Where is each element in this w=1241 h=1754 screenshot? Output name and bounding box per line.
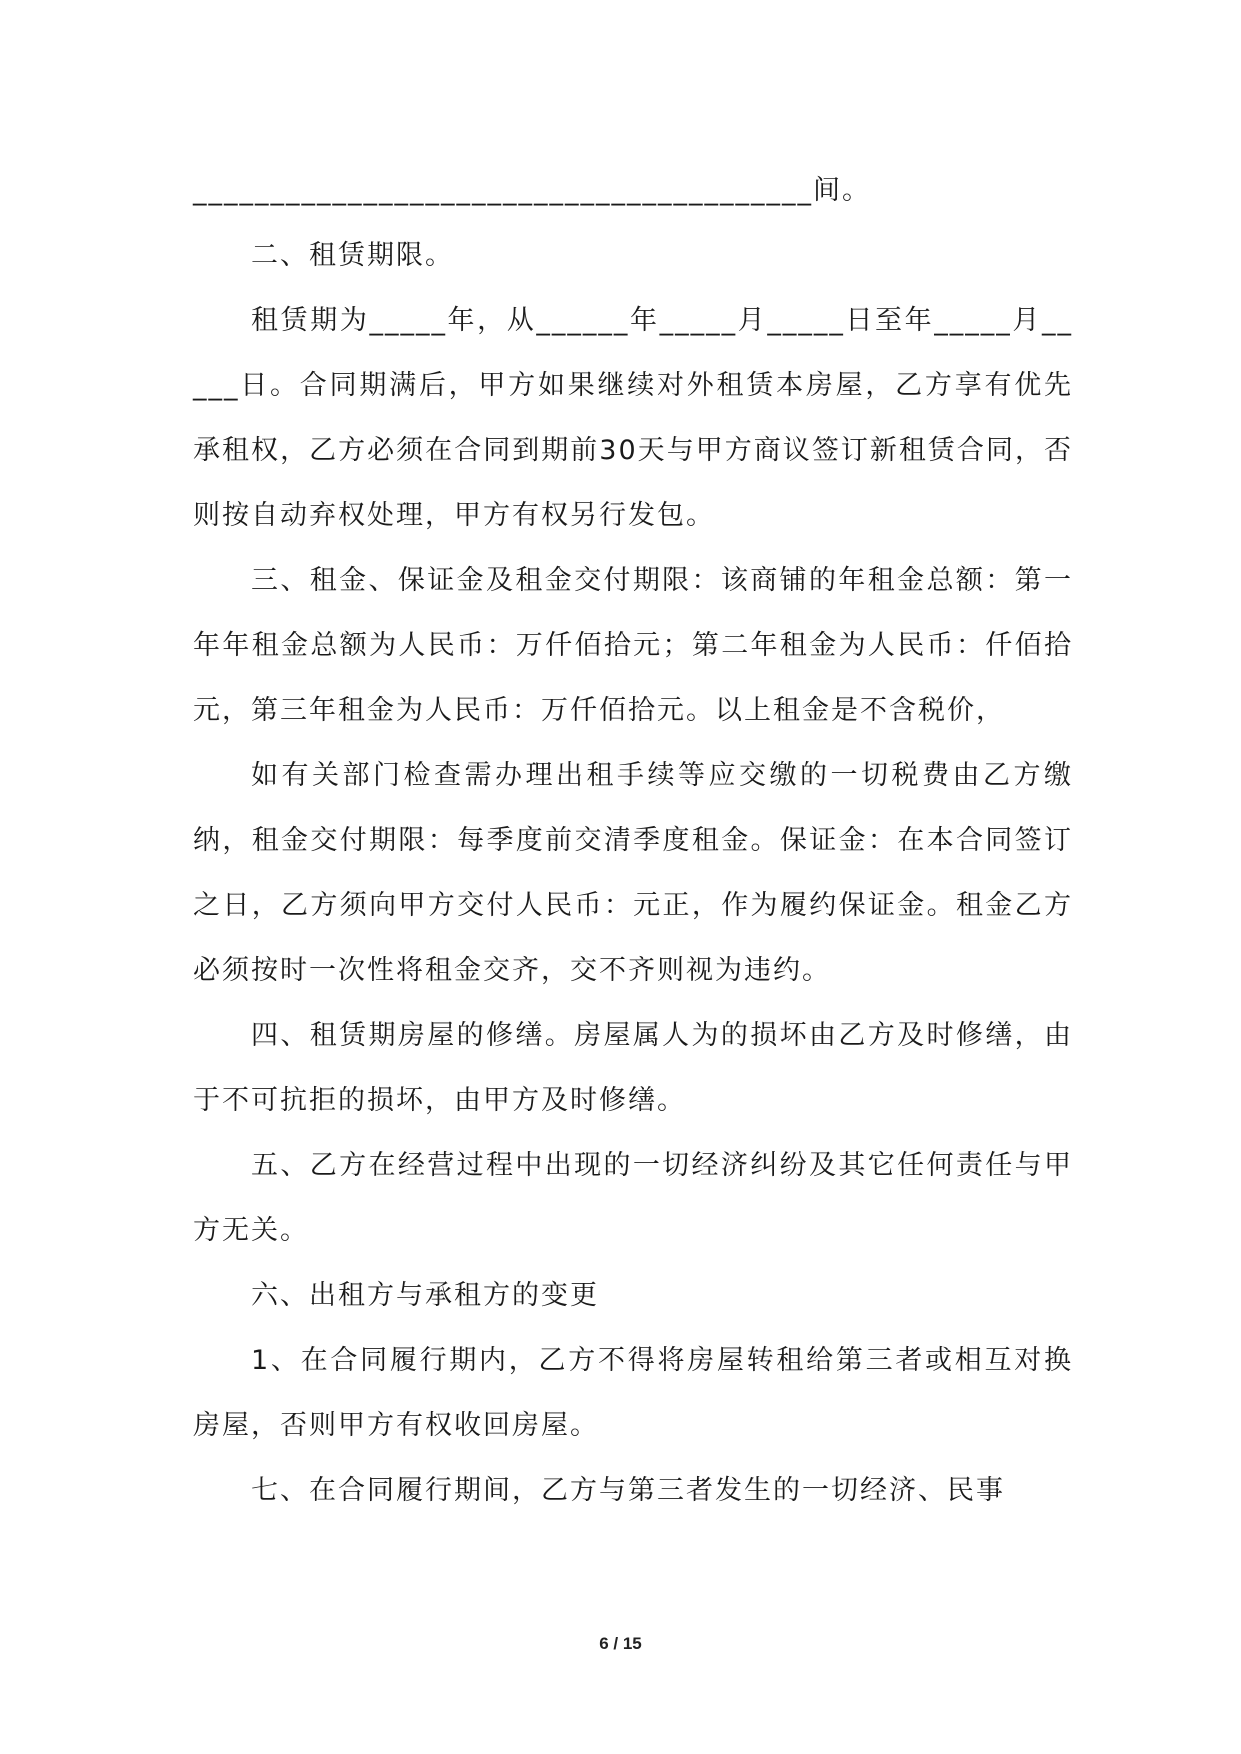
paragraph-section-5-disputes: 五、乙方在经营过程中出现的一切经济纠纷及其它任何责任与甲方无关。 (193, 1150, 1073, 1246)
document-body (193, 158, 1073, 1523)
paragraph-blank-line: ________________________________________间。 (193, 175, 871, 206)
paragraph-section-7: 七、在合同履行期间，乙方与第三者发生的一切经济、民事 (251, 1475, 1005, 1506)
paragraph-section-3-rent: 三、租金、保证金及租金交付期限：该商铺的年租金总额：第一年年租金总额为人民币：万仟佰拾元；第二年租金为人民币：仟佰拾元，第三年租金为人民币：万仟佰拾元。以上租金是不含税价， (193, 565, 1073, 726)
paragraph-section-4-repair: 四、租赁期房屋的修缮。房屋属人为的损坏由乙方及时修缮，由于不可抗拒的损坏，由甲方及时修缮。 (193, 1020, 1073, 1116)
paragraph-lease-term: 租赁期为_____年，从______年_____月_____日至年_____月_____日。合同期满后，甲方如果继续对外租赁本房屋，乙方享有优先承租权，乙方必须在合同到期前30天与甲方商议签订新租赁合同，否则按自动弃权处理，甲方有权另行发包。 (193, 305, 1073, 531)
paragraph-sublet-clause: 1、在合同履行期内，乙方不得将房屋转租给第三者或相互对换房屋，否则甲方有权收回房屋。 (193, 1345, 1073, 1441)
paragraph-section-6-title: 六、出租方与承租方的变更 (251, 1280, 599, 1311)
paragraph-tax-deposit: 如有关部门检查需办理出租手续等应交缴的一切税费由乙方缴纳，租金交付期限：每季度前交清季度租金。保证金：在本合同签订之日，乙方须向甲方交付人民币：元正，作为履约保证金。租金乙方必须按时一次性将租金交齐，交不齐则视为违约。 (193, 760, 1073, 986)
page-number: 6 / 15 (599, 1634, 642, 1653)
paragraph-section-2-title: 二、租赁期限。 (251, 240, 454, 271)
